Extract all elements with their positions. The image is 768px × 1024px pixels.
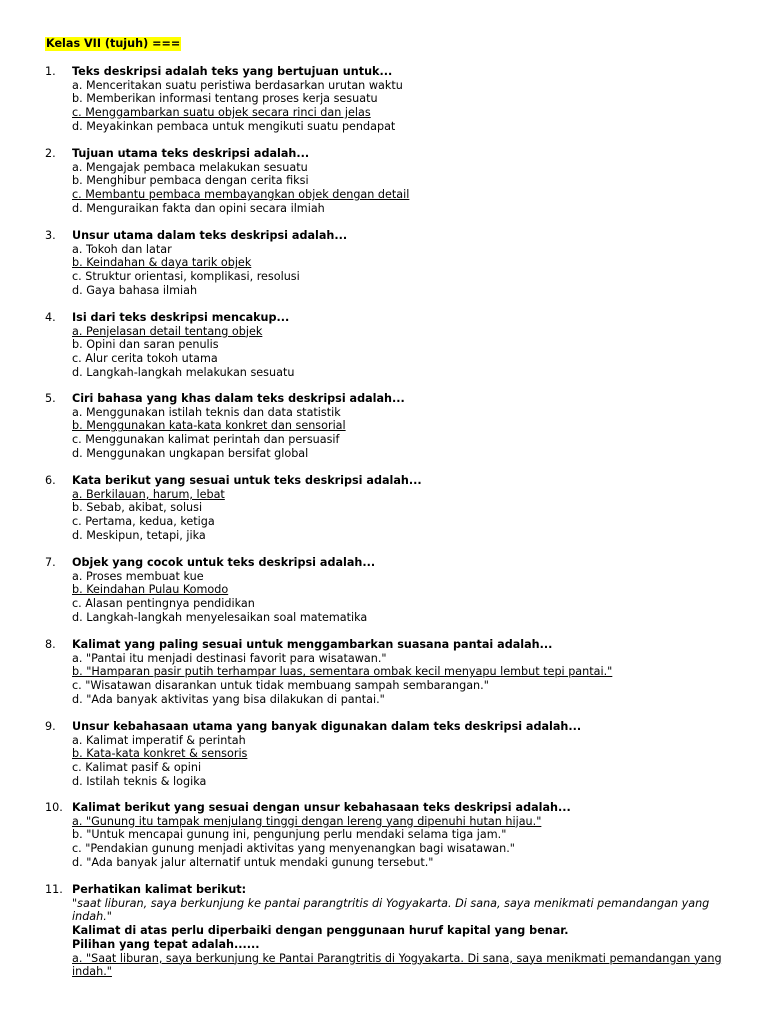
choice-option: a. Proses membuat kue: [72, 569, 204, 583]
question-number: 9.: [45, 720, 56, 733]
question-text: Teks deskripsi adalah teks yang bertujuan untuk...: [72, 65, 393, 78]
question-number: 4.: [45, 311, 56, 324]
answer-option: c. Membantu pembaca membayangkan objek dengan detail: [72, 188, 410, 202]
choice-option: a. Tokoh dan latar: [72, 242, 172, 256]
question-text: Unsur kebahasaan utama yang banyak digunakan dalam teks deskripsi adalah...: [72, 720, 582, 733]
question-text: Tujuan utama teks deskripsi adalah...: [72, 147, 310, 160]
choice-option: d. Langkah-langkah melakukan sesuatu: [72, 365, 295, 379]
question-body: [72, 720, 722, 789]
choice-option: c. "Pendakian gunung menjadi aktivitas yang menyenangkan bagi wisatawan.": [72, 842, 515, 856]
choice-option: d. Menggunakan ungkapan bersifat global: [72, 446, 309, 460]
question-instruction: Kalimat di atas perlu diperbaiki dengan penggunaan huruf kapital yang benar.: [72, 924, 569, 938]
question-text: Objek yang cocok untuk teks deskripsi adalah...: [72, 556, 376, 569]
question-lead: Perhatikan kalimat berikut:: [72, 883, 247, 896]
choice-option: d. Meyakinkan pembaca untuk mengikuti suatu pendapat: [72, 119, 396, 133]
question-text: Kalimat berikut yang sesuai dengan unsur kebahasaan teks deskripsi adalah...: [72, 801, 571, 814]
question-body: [72, 556, 722, 625]
question-number: 8.: [45, 638, 56, 651]
choice-option: d. "Ada banyak jalur alternatif untuk mendaki gunung tersebut.": [72, 855, 434, 869]
answer-option: b. Kata-kata konkret & sensoris: [72, 747, 248, 761]
answer-option: b. Keindahan & daya tarik objek: [72, 256, 252, 270]
question-body: [72, 229, 722, 298]
question-text: Kalimat yang paling sesuai untuk menggambarkan suasana pantai adalah...: [72, 638, 553, 651]
question-body: [72, 311, 722, 380]
quoted-sentence: "saat liburan, saya berkunjung ke pantai parangtritis di Yogyakarta. Di sana, saya menikmati pemandangan yang indah.": [72, 896, 710, 924]
question-body: [72, 474, 722, 543]
choice-option: c. Menggunakan kalimat perintah dan persuasif: [72, 433, 340, 447]
question-body: [72, 147, 722, 216]
choice-option: b. Opini dan saran penulis: [72, 338, 219, 352]
choice-option: c. Pertama, kedua, ketiga: [72, 515, 215, 529]
class-heading: Kelas VII (tujuh) ===: [46, 37, 181, 50]
choice-option: b. "Untuk mencapai gunung ini, pengunjung perlu mendaki selama tiga jam.": [72, 828, 507, 842]
question-text: Kata berikut yang sesuai untuk teks deskripsi adalah...: [72, 474, 422, 487]
question-body: [72, 801, 722, 870]
choice-option: d. Gaya bahasa ilmiah: [72, 283, 198, 297]
question-text: Isi dari teks deskripsi mencakup...: [72, 311, 290, 324]
answer-option: a. "Gunung itu tampak menjulang tinggi dengan lereng yang dipenuhi hutan hijau.": [72, 814, 542, 828]
answer-option: b. Keindahan Pulau Komodo: [72, 583, 229, 597]
answer-option: a. "Saat liburan, saya berkunjung ke Pantai Parangtritis di Yogyakarta. Di sana, saya menikmati pemandangan yang indah.": [72, 951, 722, 979]
choice-option: b. Menghibur pembaca dengan cerita fiksi: [72, 174, 309, 188]
choice-option: c. Kalimat pasif & opini: [72, 761, 202, 775]
question-prompt: Pilihan yang tepat adalah......: [72, 937, 260, 951]
choice-option: a. Menceritakan suatu peristiwa berdasarkan urutan waktu: [72, 78, 403, 92]
answer-option: b. "Hamparan pasir putih terhampar luas, sementara ombak kecil menyapu lembut tepi pantai.": [72, 665, 613, 679]
question-number: 1.: [45, 65, 56, 78]
choice-option: c. Alasan pentingnya pendidikan: [72, 597, 255, 611]
question-text: Ciri bahasa yang khas dalam teks deskripsi adalah...: [72, 392, 405, 405]
question-body: [72, 65, 722, 134]
choice-option: d. Meskipun, tetapi, jika: [72, 528, 206, 542]
question-number: 11.: [45, 883, 63, 896]
choice-option: d. Langkah-langkah menyelesaikan soal matematika: [72, 610, 368, 624]
question-number: 3.: [45, 229, 56, 242]
question-body: [72, 392, 722, 461]
question-text: Unsur utama dalam teks deskripsi adalah...: [72, 229, 348, 242]
choice-option: a. "Pantai itu menjadi destinasi favorit para wisatawan.": [72, 651, 387, 665]
question-number: 2.: [45, 147, 56, 160]
choice-option: b. Memberikan informasi tentang proses kerja sesuatu: [72, 92, 378, 106]
question-number: 6.: [45, 474, 56, 487]
question-body: [72, 638, 722, 707]
choice-option: c. Struktur orientasi, komplikasi, resolusi: [72, 270, 300, 284]
answer-option: a. Berkilauan, harum, lebat: [72, 487, 225, 501]
choice-option: c. Alur cerita tokoh utama: [72, 352, 218, 366]
choice-option: c. "Wisatawan disarankan untuk tidak membuang sampah sembarangan.": [72, 679, 489, 693]
question-number: 5.: [45, 392, 56, 405]
question-body: [72, 883, 722, 979]
answer-option: a. Penjelasan detail tentang objek: [72, 324, 263, 338]
question-number: 7.: [45, 556, 56, 569]
answer-option: c. Menggambarkan suatu objek secara rinci dan jelas: [72, 106, 371, 120]
choice-option: d. "Ada banyak aktivitas yang bisa dilakukan di pantai.": [72, 692, 385, 706]
choice-option: a. Menggunakan istilah teknis dan data statistik: [72, 405, 341, 419]
choice-option: b. Sebab, akibat, solusi: [72, 501, 203, 515]
answer-option: b. Menggunakan kata-kata konkret dan sensorial: [72, 419, 346, 433]
choice-option: d. Istilah teknis & logika: [72, 774, 207, 788]
choice-option: a. Kalimat imperatif & perintah: [72, 733, 246, 747]
choice-option: d. Menguraikan fakta dan opini secara ilmiah: [72, 201, 325, 215]
choice-option: a. Mengajak pembaca melakukan sesuatu: [72, 160, 308, 174]
question-number: 10.: [45, 801, 63, 814]
